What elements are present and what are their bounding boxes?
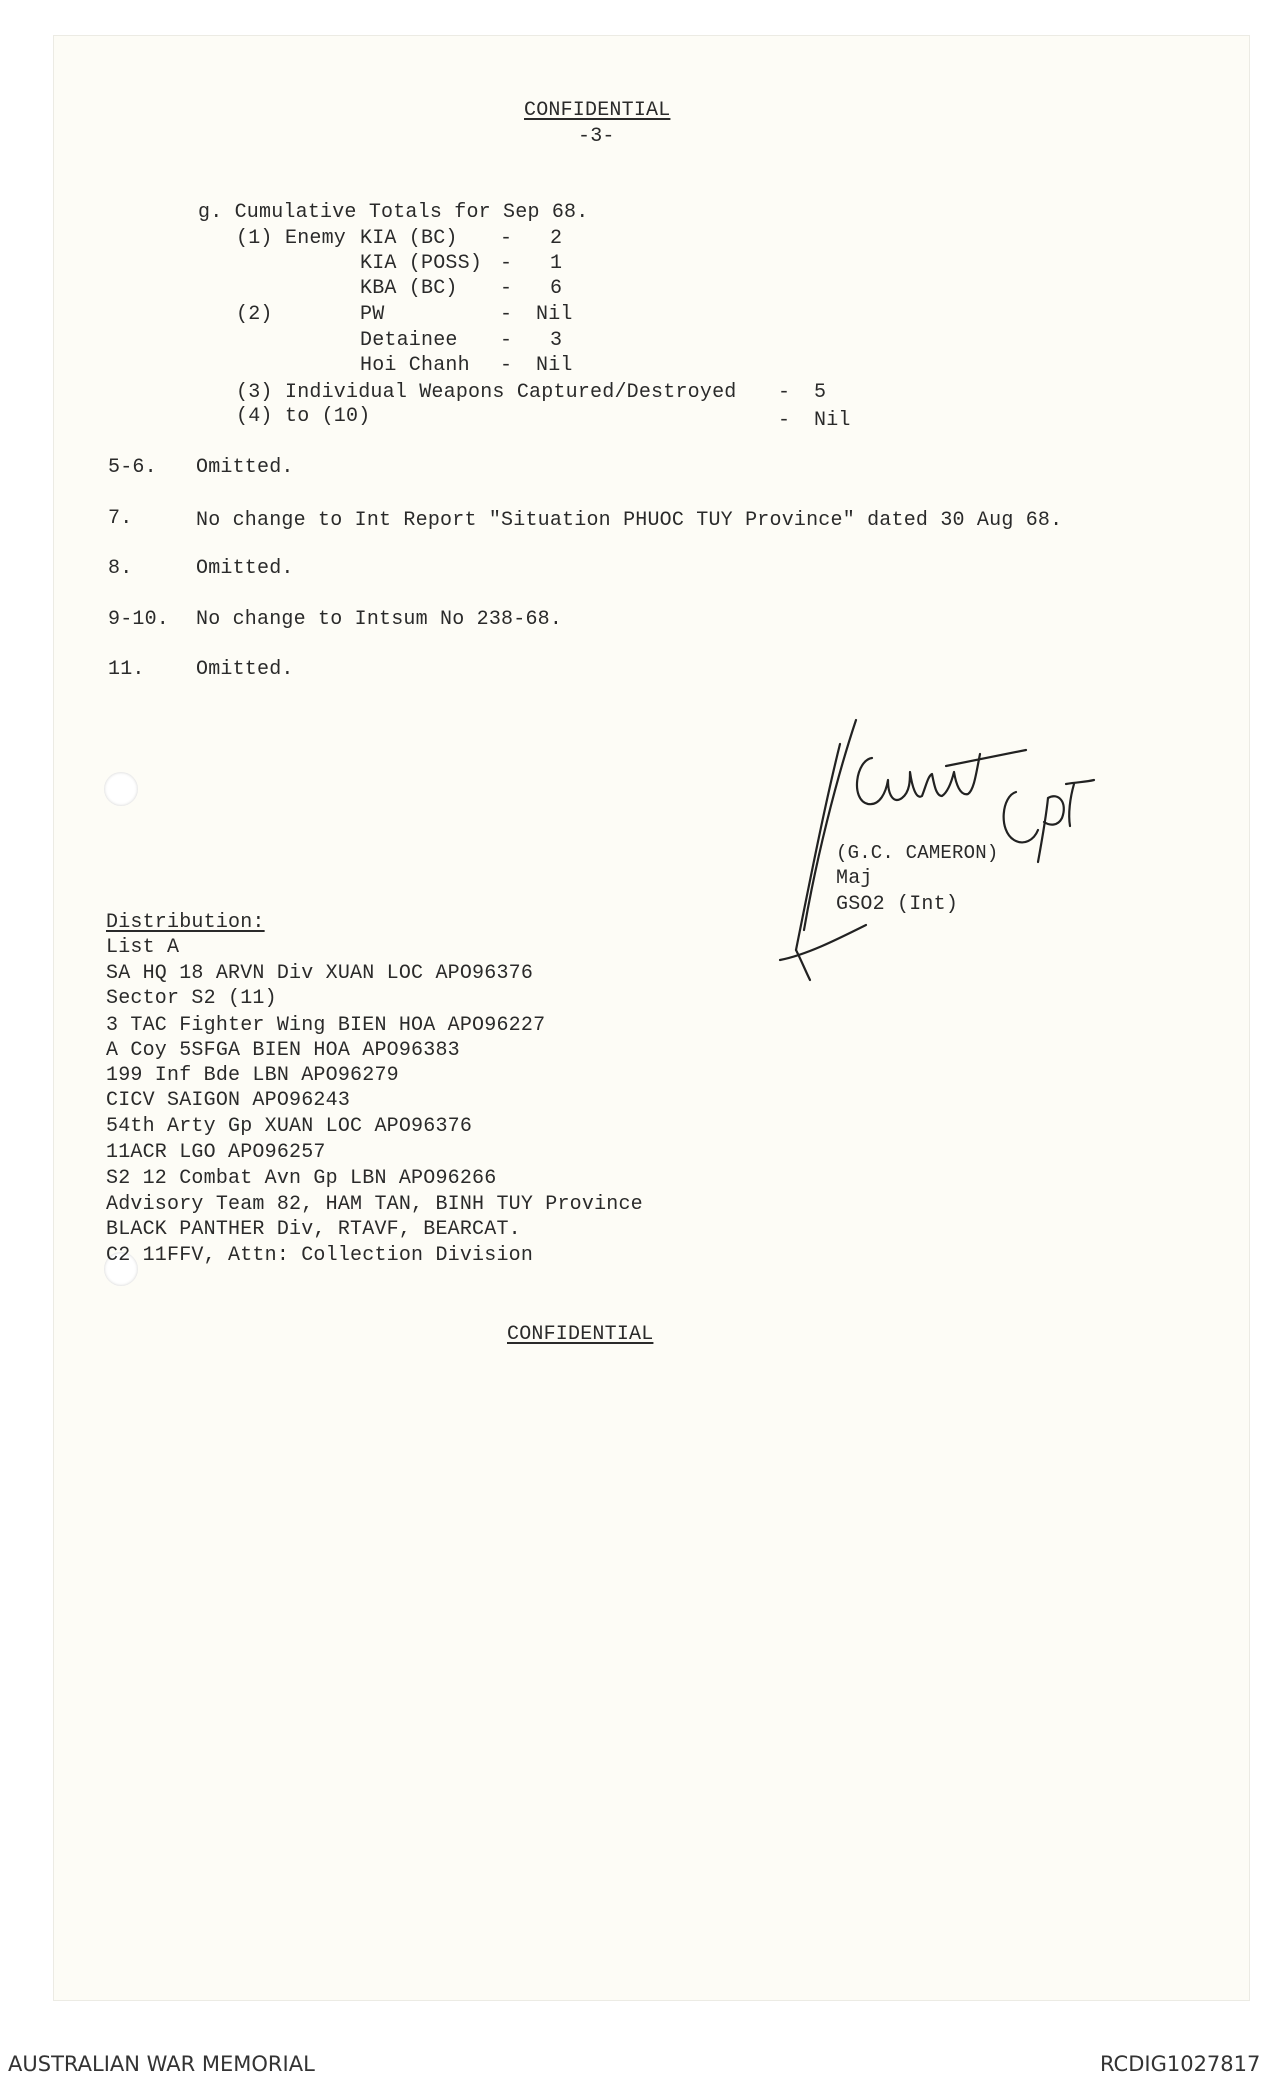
paragraph-text: Omitted. [196,557,294,580]
paragraph-text: Omitted. [196,658,294,681]
totals-row-value: 1 [550,252,563,275]
totals-row-dash: - [500,303,513,326]
distribution-item: List A [106,936,180,959]
distribution-item: 11ACR LGO APO96257 [106,1141,326,1164]
others-value: Nil [814,409,851,432]
distribution-item: C2 11FFV, Attn: Collection Division [106,1244,534,1267]
totals-row-value: Nil [536,354,573,377]
distribution-item: S2 12 Combat Avn Gp LBN APO96266 [106,1167,497,1190]
distribution-item: A Coy 5SFGA BIEN HOA APO96383 [106,1039,460,1062]
totals-row-item: KIA (BC) [360,227,458,250]
totals-row-item: KBA (BC) [360,277,458,300]
totals-row-item: Detainee [360,329,458,352]
totals-row-num: (1) [236,227,273,250]
totals-row-item: KIA (POSS) [360,252,483,275]
paragraph-number: 9-10. [108,608,170,631]
totals-row-item: PW [360,303,385,326]
punch-hole [104,772,138,806]
totals-row-dash: - [500,354,513,377]
totals-row-value: 2 [550,227,563,250]
weapons-text: Individual Weapons Captured/Destroyed [285,381,737,404]
weapons-value: 5 [814,381,827,404]
others-num: (4) [236,405,273,428]
totals-row-value: 6 [550,277,563,300]
paragraph-text: No change to Intsum No 238-68. [196,608,563,631]
archive-name: AUSTRALIAN WAR MEMORIAL [8,2052,315,2076]
totals-row-label: Enemy [285,227,347,250]
distribution-item: Sector S2 (11) [106,987,277,1010]
totals-row-value: Nil [536,303,573,326]
totals-row-value: 3 [550,329,563,352]
distribution-item: SA HQ 18 ARVN Div XUAN LOC APO96376 [106,962,534,985]
others-text: to (10) [285,405,371,428]
page-number: -3- [578,125,615,148]
others-dash: - [778,409,791,432]
distribution-item: 199 Inf Bde LBN APO96279 [106,1064,399,1087]
footer-classification: CONFIDENTIAL [507,1323,654,1346]
totals-row-item: Hoi Chanh [360,354,470,377]
signatory-appointment: GSO2 (Int) [836,893,959,916]
distribution-item: 54th Arty Gp XUAN LOC APO96376 [106,1115,473,1138]
weapons-dash: - [778,381,791,404]
signatory-name: (G.C. CAMERON) [836,842,999,864]
paragraph-text: No change to Int Report "Situation PHUOC TUY Province" dated 30 Aug 68. [196,509,1063,532]
paragraph-number: 8. [108,557,133,580]
paragraph-number: 5-6. [108,456,157,479]
paragraph-number: 11. [108,658,145,681]
totals-row-dash: - [500,329,513,352]
totals-row-num: (2) [236,303,273,326]
totals-row-dash: - [500,277,513,300]
section-g-heading: g. Cumulative Totals for Sep 68. [198,201,589,224]
totals-row-dash: - [500,252,513,275]
paragraph-text: Omitted. [196,456,294,479]
weapons-num: (3) [236,381,273,404]
totals-row-dash: - [500,227,513,250]
paragraph-number: 7. [108,507,133,530]
distribution-item: 3 TAC Fighter Wing BIEN HOA APO96227 [106,1014,546,1037]
archive-reference: RCDIG1027817 [1100,2052,1261,2076]
distribution-item: CICV SAIGON APO96243 [106,1089,351,1112]
distribution-item: Advisory Team 82, HAM TAN, BINH TUY Province [106,1193,643,1216]
distribution-item: BLACK PANTHER Div, RTAVF, BEARCAT. [106,1218,521,1241]
signatory-rank: Maj [836,867,873,890]
header-classification: CONFIDENTIAL [524,99,671,122]
distribution-heading: Distribution: [106,911,265,934]
